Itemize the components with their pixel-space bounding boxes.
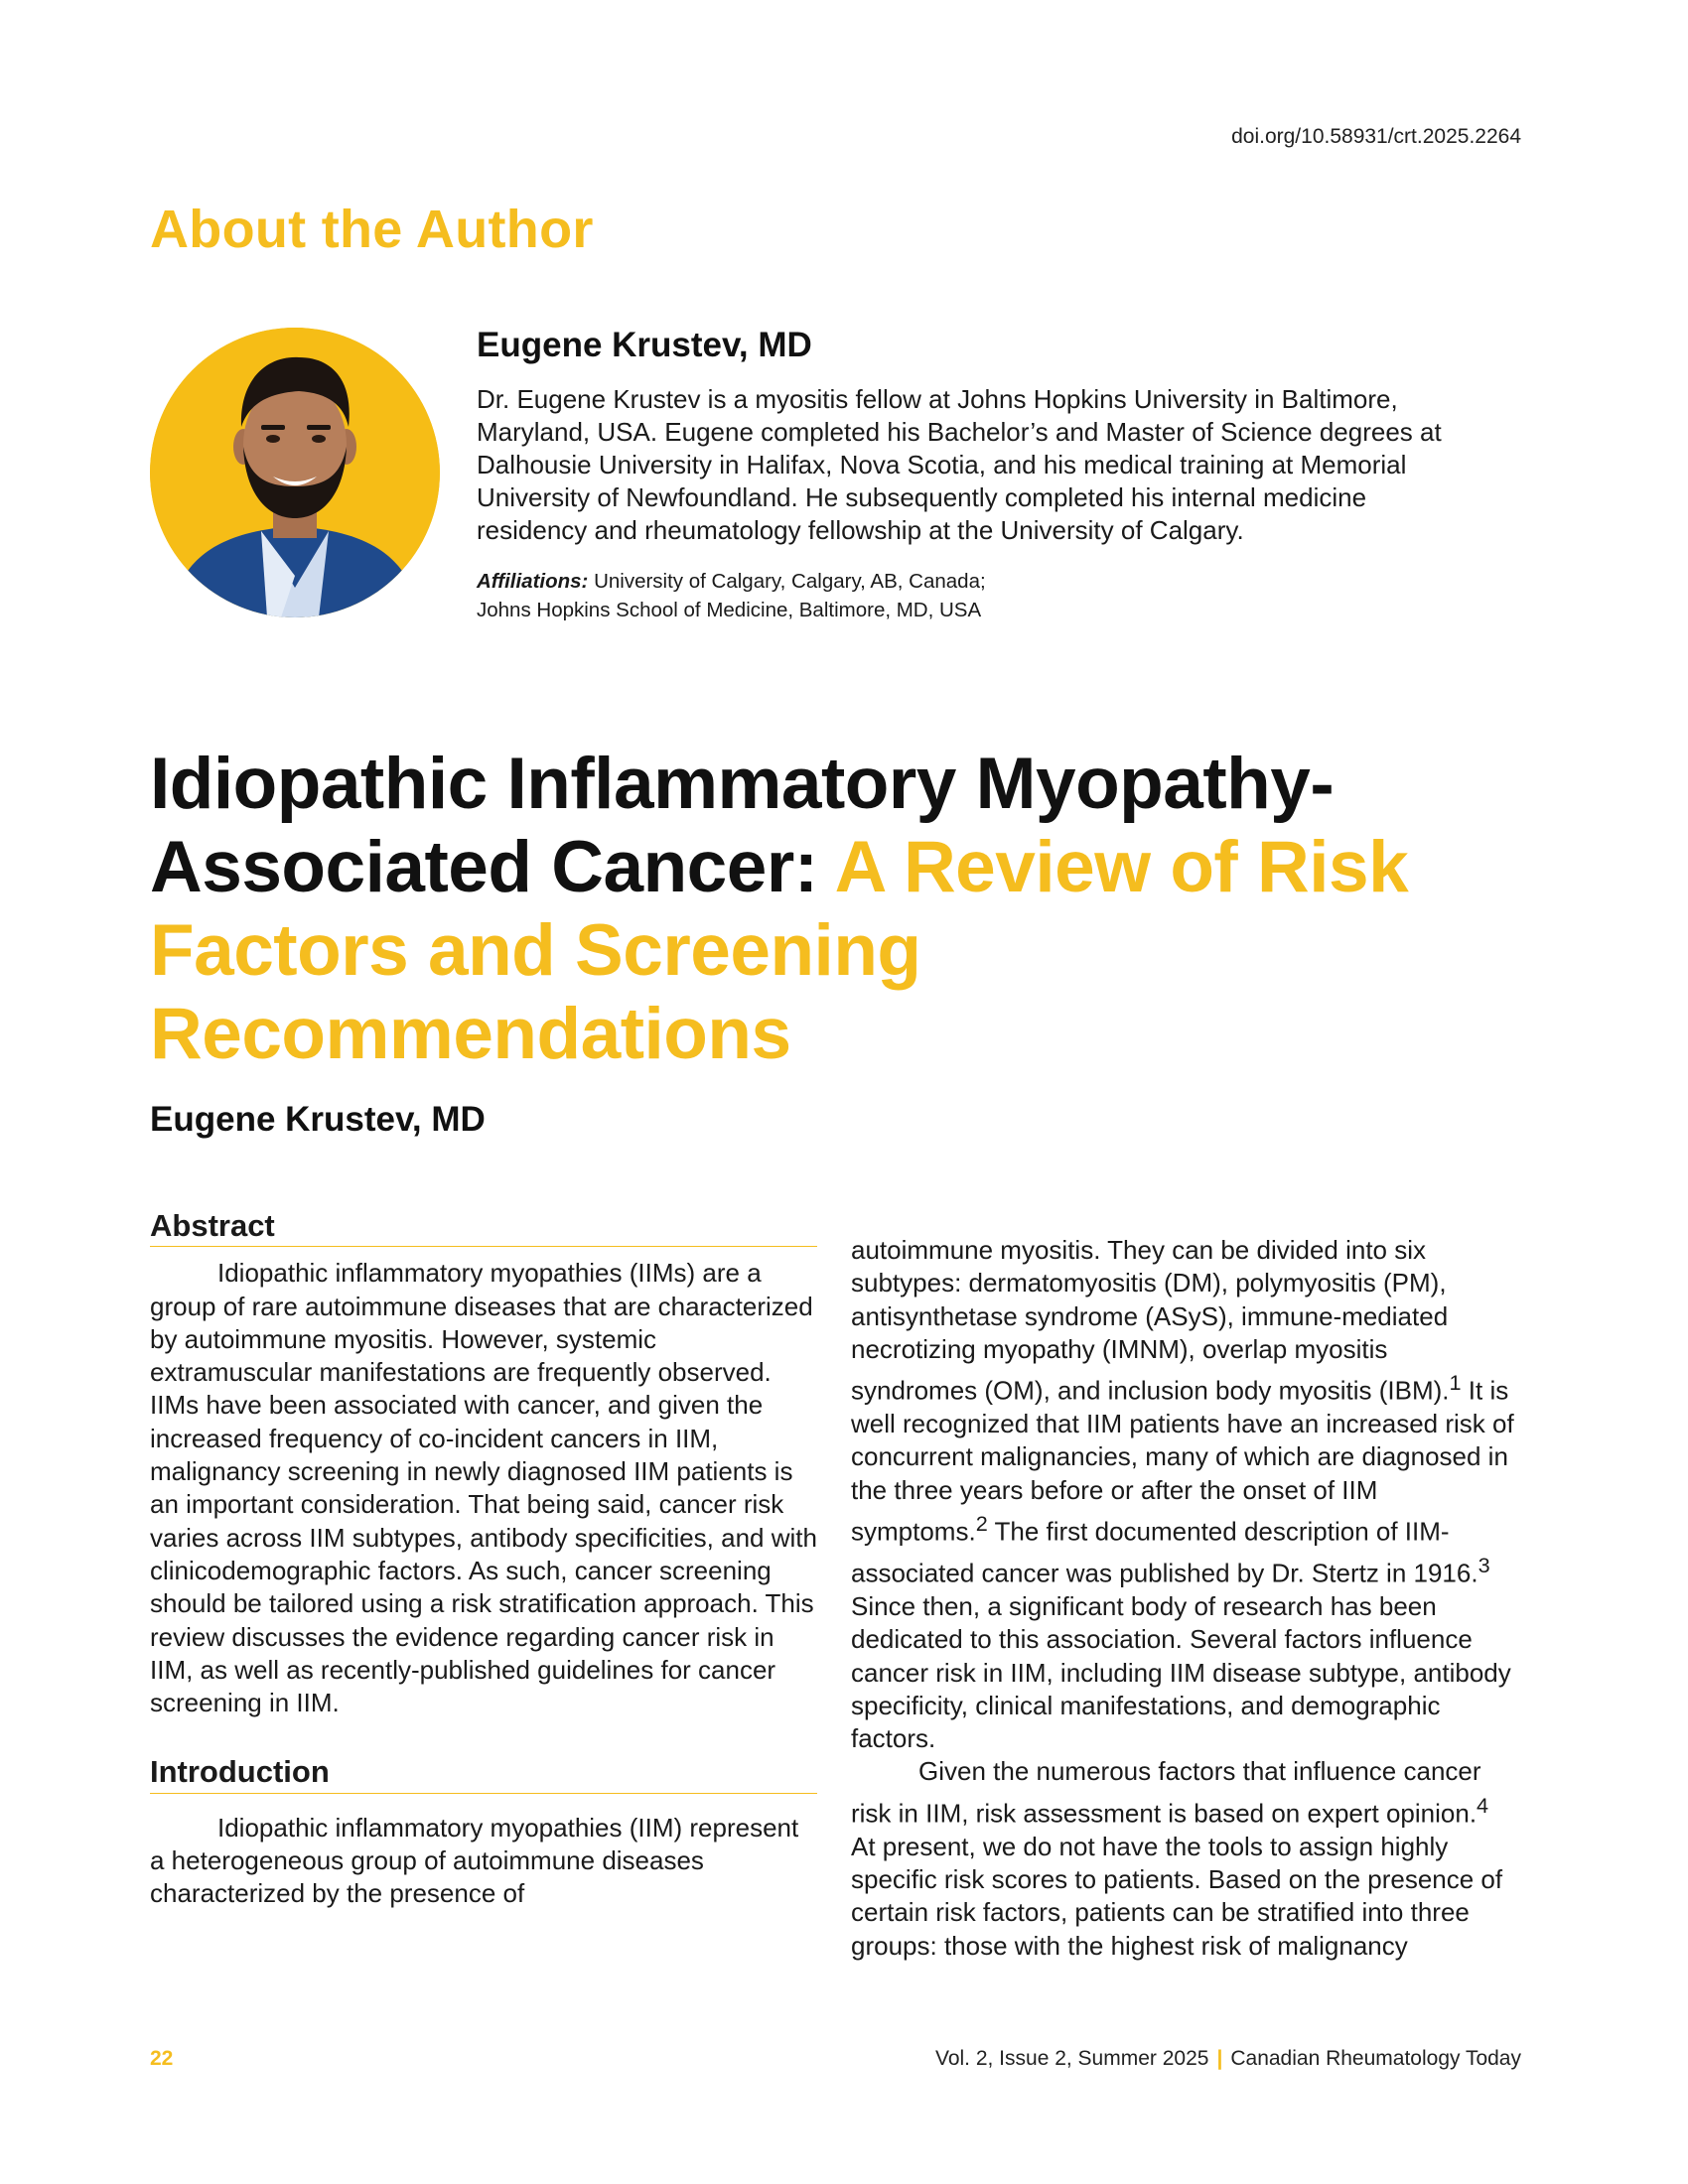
about-author-heading: About the Author xyxy=(150,200,594,259)
affiliation-hopkins: Johns Hopkins School of Medicine, Baltimore, MD, USA xyxy=(477,599,982,621)
author-bio-block xyxy=(477,326,1549,624)
article-title-highlight: A Review of Risk Factors and Screening Recommendations xyxy=(150,827,1409,1074)
intro-text-a: autoimmune myositis. They can be divided into six subtypes: dermatomyositis (DM), polymyositis (PM), antisynthetase syndrome (ASyS), immune-mediated necrotizing myopathy (IMNM), overlap myositis syndromes (OM), and inclusion body myositis (IBM). xyxy=(851,1235,1450,1406)
abstract-text: Idiopathic inflammatory myopathies (IIMs) are a group of rare autoimmune diseases that are characterized by autoimmune myositis. However, systemic extramuscular manifestations are frequently observed. IIMs have been associated with cancer, and given the increased frequency of co-incident cancers in IIM, malignancy screening in newly diagnosed IIM patients is an important consideration. That being said, cancer risk varies across IIM subtypes, antibody specificities, and with clinicodemographic factors. As such, cancer screening should be tailored using a risk stratification approach. This review discusses the evidence regarding cancer risk in IIM, as well as recently-published guidelines for cancer screening in IIM. xyxy=(150,1258,817,1718)
affiliation-calgary: University of Calgary, Calgary, AB, Canada; xyxy=(588,570,986,593)
intro-para2-text-b: At present, we do not have the tools to assign highly specific risk scores to patients. Based on the presence of certain risk factors, patients can be stratified into three groups: those with the highest risk of malignancy xyxy=(851,1831,1503,1961)
journal-info xyxy=(935,2047,1521,2071)
article-author: Eugene Krustev, MD xyxy=(150,1100,486,1139)
intro-text-b: It is well recognized that IIM patients have an increased risk of concurrent malignancies, many of which are diagnosed in the three years before or after the onset of IIM symptoms. xyxy=(851,1375,1514,1547)
introduction-heading: Introduction xyxy=(150,1755,817,1793)
page-number: 22 xyxy=(150,2047,174,2070)
abstract-heading: Abstract xyxy=(150,1209,817,1247)
intro-para2-text-a: Given the numerous factors that influence cancer risk in IIM, risk assessment is based on expert opinion. xyxy=(851,1756,1481,1829)
introduction-para-start: Idiopathic inflammatory myopathies (IIM) represent a heterogeneous group of autoimmune diseases characterized by the presence of xyxy=(150,1812,799,1909)
author-bio: Dr. Eugene Krustev is a myositis fellow at Johns Hopkins University in Baltimore, Maryland, USA. Eugene completed his Bachelor’s and Master of Science degrees at Dalhousie University in Halifax, Nova Scotia, and his medical training at Memorial University of Newfoundland. He subsequently completed his internal medicine residency and rheumatology fellowship at the University of Calgary. xyxy=(477,384,1442,545)
author-portrait-illustration xyxy=(150,328,440,617)
right-column xyxy=(851,1234,1518,1963)
reference-1[interactable]: 1 xyxy=(1449,1370,1462,1396)
intro-text-d: Since then, a significant body of research has been dedicated to this association. Several factors influence cancer risk in IIM, including IIM disease subtype, antibody specificity, clinical manifestations, and demographic factors. xyxy=(851,1590,1511,1754)
doi-link[interactable]: doi.org/10.58931/crt.2025.2264 xyxy=(1231,125,1521,148)
author-affiliations xyxy=(477,567,1549,624)
footer-separator: | xyxy=(1216,2047,1223,2070)
journal-name: Canadian Rheumatology Today xyxy=(1230,2047,1521,2070)
reference-3[interactable]: 3 xyxy=(1477,1552,1490,1577)
introduction-para-2 xyxy=(851,1755,1518,1962)
author-name: Eugene Krustev, MD xyxy=(477,326,812,364)
author-photo xyxy=(150,328,440,617)
article-title xyxy=(150,743,1560,1076)
left-column xyxy=(150,1209,817,1911)
article-title-main: Idiopathic Inflammatory Myopathy-Associated Cancer: xyxy=(150,744,1335,907)
introduction-para-continued xyxy=(851,1234,1518,1755)
affiliations-label: Affiliations: xyxy=(477,570,589,593)
issue-info: Vol. 2, Issue 2, Summer 2025 xyxy=(934,2047,1209,2070)
reference-4[interactable]: 4 xyxy=(1477,1792,1489,1818)
reference-2[interactable]: 2 xyxy=(975,1511,988,1537)
intro-text-c: The first documented description of IIM-associated cancer was published by Dr. Stertz in 1916. xyxy=(851,1516,1478,1588)
